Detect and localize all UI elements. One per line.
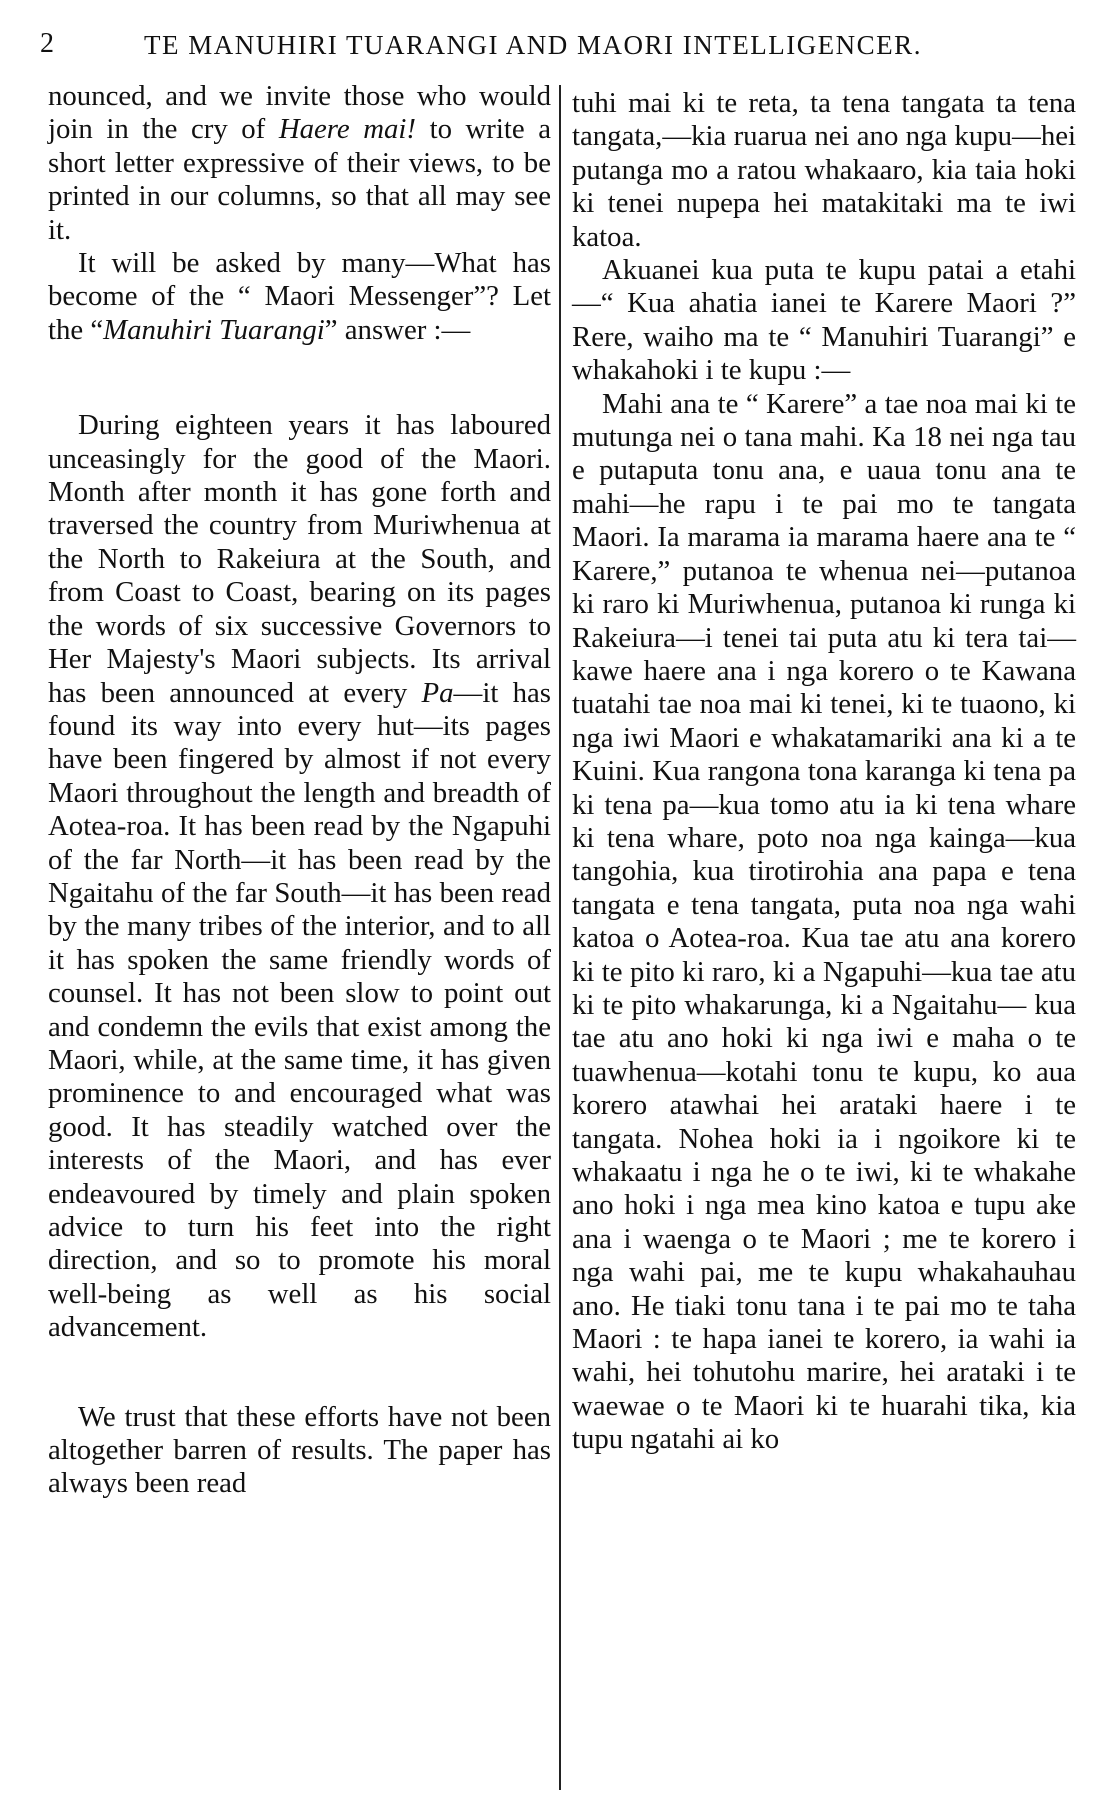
left-paragraph-2-italic: Manuhiri Tuarangi xyxy=(103,313,325,346)
left-paragraph-2-text-a: It will be asked by many—What has become of the “ Maori Messenger”? Let the “ xyxy=(48,247,551,346)
left-paragraph-3-text-b: —it has found its way into every hut—its pages have been fingered by almost if not every Maori throughout the length and breadth of Aotea-roa. It has been read by the Ngapuhi of the far North—it has been read by the Ngaitahu of the far South—it has been read by the many tribes of the interior, and to all it has spoken the same friendly words of counsel. It has not been slow to point out and condemn the evils that exist among the Maori, while, at the same time, it has given prominence to and encouraged what was good. It has steadily watched over the interests of the Maori, and has ever endeavoured by timely and plain spoken advice to turn his feet into the right direction, and so to promote his moral well-being as well as his social advancement. xyxy=(48,676,551,1344)
right-paragraph-1: tuhi mai ki te reta, ta tena tangata ta tena tangata,—kia ruarua nei ano nga kupu—hei putanga mo a ratou whakaaro, kia taia hoki ki tenei nupepa hei matakitaki ma te iwi katoa. xyxy=(572,87,1076,253)
paragraph-gap xyxy=(48,347,551,409)
left-paragraph-3 xyxy=(48,409,551,1344)
left-column xyxy=(48,80,551,1501)
page-number: 2 xyxy=(40,28,56,59)
left-paragraph-1-text-a: nounced, and we invite those who would join in the cry of xyxy=(48,80,551,146)
right-column xyxy=(572,87,1076,1457)
left-paragraph-1-italic: Haere mai! xyxy=(278,113,417,146)
running-header xyxy=(40,22,1090,72)
running-title: TE MANUHIRI TUARANGI AND MAORI INTELLIGENCER. xyxy=(144,30,922,60)
left-paragraph-1-text-b: to write a short letter expressive of their views, to be printed in our columns, so that all may see it. xyxy=(48,113,551,246)
left-paragraph-4: We trust that these efforts have not been altogether barren of results. The paper has always been read xyxy=(48,1400,551,1500)
left-paragraph-3-text-a: During eighteen years it has laboured unceasingly for the good of the Maori. Month after month it has gone forth and traversed the country from Muriwhenua at the North to Rakeiura at the South, and from Coast to Coast, bearing on its pages the words of six successive Governors to Her Majesty's Maori subjects. Its arrival has been announced at every xyxy=(48,409,551,709)
left-paragraph-2 xyxy=(48,247,551,347)
paragraph-gap xyxy=(48,1345,551,1401)
left-paragraph-2-text-b: ” answer :— xyxy=(324,313,471,346)
column-divider xyxy=(559,85,561,1790)
right-paragraph-3: Mahi ana te “ Karere” a tae noa mai ki te mutunga nei o tana mahi. Ka 18 nei nga tau e putaputa tonu ana, e uaua tonu ana te mahi—he rapu i te pai mo te tangata Maori. Ia marama ia marama haere ana te “ Karere,” putanoa te whenua nei—putanoa ki raro ki Muriwhenua, putanoa ki runga ki Rakeiura—i tenei tai puta atu ki tera tai—kawe haere ana i nga korero o te Kawana tuatahi tae noa mai ki tenei, ki te tuaono, ki nga iwi Maori e whakatamariki ana ki a te Kuini. Kua rangona tona karanga ki tena pa ki tena pa—kua tomo atu ia ki tena whare ki tena whare, poto noa nga kainga—kua tangohia, kua tirotirohia ana papa e tena tangata e tena tangata, puta noa nga wahi katoa o Aotea-roa. Kua tae atu ana korero ki te pito ki raro, ki a Ngapuhi—kua tae atu ki te pito whakarunga, ki a Ngaitahu— kua tae atu ano hoki ki nga iwi e maha o te tuawhenua—kotahi tonu te kupu, ko aua korero atawhai hei arataki haere i te tangata. Nohea hoki ia i ngoikore ki te whakaatu i nga he o te iwi, ki te whakahe ano hoki i nga mea kino katoa e tupu ake ana i waenga o te Maori ; me te korero i nga wahi pai, me te kupu whakahauhau ano. He tiaki tonu tana i te pai mo te taha Maori : te hapa ianei te korero, ia wahi ia wahi, hei tohutohu marire, hei arataki i te waewae o te Maori ki te huarahi tika, kia tupu ngatahi ai ko xyxy=(572,387,1076,1456)
left-paragraph-1 xyxy=(48,80,551,247)
right-paragraph-2: Akuanei kua puta te kupu patai a etahi—“ Kua ahatia ianei te Karere Maori ?” Rere, waiho ma te “ Manuhiri Tuarangi” e whakahoki i te kupu :— xyxy=(572,254,1076,387)
left-paragraph-3-italic: Pa xyxy=(421,676,454,709)
